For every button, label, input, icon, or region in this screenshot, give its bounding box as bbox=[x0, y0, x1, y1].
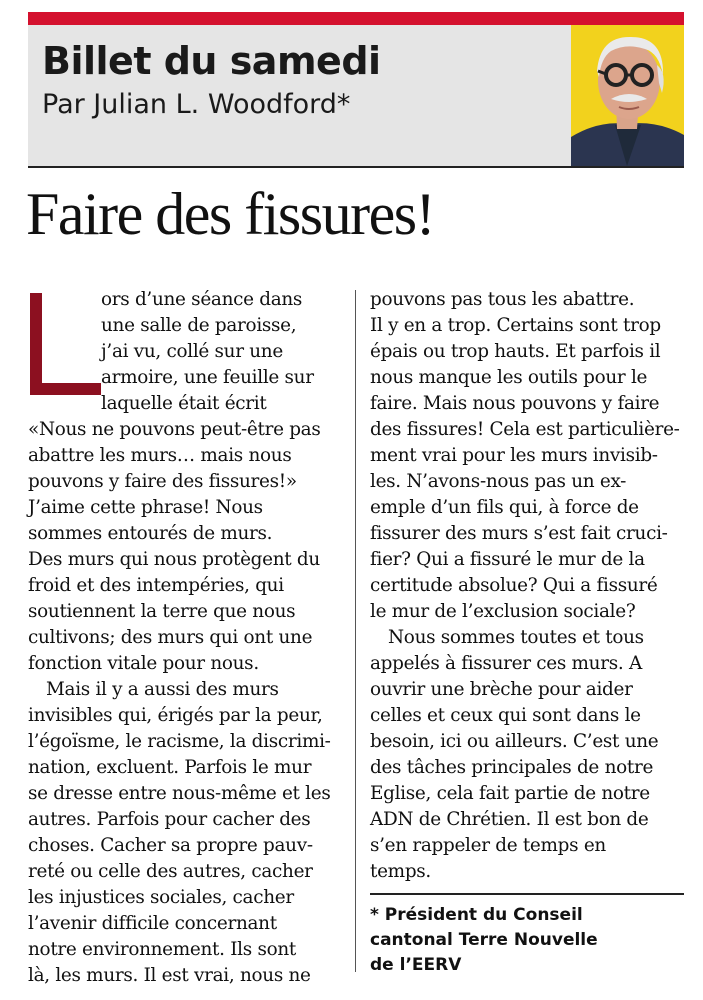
text-line: l’égoïsme, le racisme, la discrimi- bbox=[28, 731, 331, 752]
article-column-right bbox=[370, 287, 686, 885]
text-line: temps. bbox=[370, 861, 431, 882]
text-line: nation, excluent. Parfois le mur bbox=[28, 757, 312, 778]
text-line: autres. Parfois pour cacher des bbox=[28, 809, 311, 830]
text-line: sommes entourés de murs. bbox=[28, 523, 273, 544]
text-line: pouvons pas tous les abattre. bbox=[370, 289, 635, 310]
text-line: les injustices sociales, cacher bbox=[28, 887, 294, 908]
text-line: Il y en a trop. Certains sont trop bbox=[370, 315, 661, 336]
text-line: J’aime cette phrase! Nous bbox=[28, 497, 263, 518]
footnote-line: de l’EERV bbox=[370, 955, 462, 975]
text-line: là, les murs. Il est vrai, nous ne bbox=[28, 965, 311, 986]
text-line: Nous sommes toutes et tous bbox=[388, 627, 644, 648]
text-line: faire. Mais nous pouvons y faire bbox=[370, 393, 660, 414]
text-line: pouvons y faire des fissures!» bbox=[28, 471, 297, 492]
author-portrait-icon bbox=[571, 25, 684, 166]
text-line: ment vrai pour les murs invisib- bbox=[370, 445, 658, 466]
text-line: armoire, une feuille sur bbox=[101, 367, 314, 388]
text-line: nous manque les outils pour le bbox=[370, 367, 648, 388]
text-line: ouvrir une brèche pour aider bbox=[370, 679, 633, 700]
accent-bar bbox=[28, 12, 684, 25]
text-line: certitude absolue? Qui a fissuré bbox=[370, 575, 658, 596]
text-line: ors d’une séance dans bbox=[101, 289, 303, 310]
author-byline: Par Julian L. Woodford* bbox=[42, 89, 351, 120]
text-line: une salle de paroisse, bbox=[101, 315, 297, 336]
text-line: besoin, ici ou ailleurs. C’est une bbox=[370, 731, 659, 752]
text-line: «Nous ne pouvons peut-être pas bbox=[28, 419, 321, 440]
column-title: Billet du samedi bbox=[42, 39, 381, 83]
text-line: les. N’avons-nous pas un ex- bbox=[370, 471, 627, 492]
text-line: notre environnement. Ils sont bbox=[28, 939, 296, 960]
footnote-line: cantonal Terre Nouvelle bbox=[370, 930, 598, 950]
text-line: épais ou trop hauts. Et parfois il bbox=[370, 341, 661, 362]
text-line: froid et des intempéries, qui bbox=[28, 575, 284, 596]
text-line: invisibles qui, érigés par la peur, bbox=[28, 705, 323, 726]
text-line: fonction vitale pour nous. bbox=[28, 653, 259, 674]
text-line: soutiennent la terre que nous bbox=[28, 601, 296, 622]
text-line: des fissures! Cela est particulière- bbox=[370, 419, 680, 440]
text-line: reté ou celle des autres, cacher bbox=[28, 861, 313, 882]
article-headline: Faire des fissures! bbox=[26, 181, 435, 247]
text-line: Eglise, cela fait partie de notre bbox=[370, 783, 650, 804]
text-line: des tâches principales de notre bbox=[370, 757, 654, 778]
text-line: celles et ceux qui sont dans le bbox=[370, 705, 641, 726]
text-line: fissurer des murs s’est fait cruci- bbox=[370, 523, 668, 544]
text-line: Des murs qui nous protègent du bbox=[28, 549, 320, 570]
column-divider bbox=[355, 290, 356, 972]
text-line: choses. Cacher sa propre pauv- bbox=[28, 835, 313, 856]
footnote-line: * Président du Conseil bbox=[370, 905, 583, 925]
text-line: ADN de Chrétien. Il est bon de bbox=[370, 809, 649, 830]
text-line: Mais il y a aussi des murs bbox=[46, 679, 279, 700]
text-line: le mur de l’exclusion sociale? bbox=[370, 601, 636, 622]
text-line: l’avenir difficile concernant bbox=[28, 913, 277, 934]
text-line: emple d’un fils qui, à force de bbox=[370, 497, 639, 518]
text-line: s’en rappeler de temps en bbox=[370, 835, 606, 856]
text-line: fier? Qui a fissuré le mur de la bbox=[370, 549, 645, 570]
text-line: se dresse entre nous-même et les bbox=[28, 783, 331, 804]
text-line: laquelle était écrit bbox=[101, 393, 267, 414]
footnote-rule bbox=[370, 893, 684, 895]
article-column-left bbox=[28, 287, 350, 989]
text-line: j’ai vu, collé sur une bbox=[101, 341, 283, 362]
column-header bbox=[28, 25, 684, 168]
text-line: abattre les murs… mais nous bbox=[28, 445, 292, 466]
text-line: appelés à fissurer ces murs. A bbox=[370, 653, 642, 674]
text-line: cultivons; des murs qui ont une bbox=[28, 627, 313, 648]
author-footnote bbox=[370, 903, 598, 978]
